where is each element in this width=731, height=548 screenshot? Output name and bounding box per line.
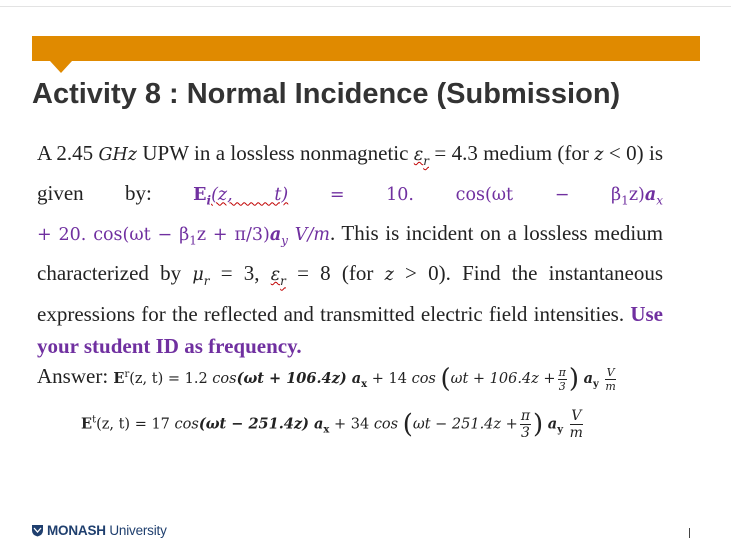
problem-statement: A 2.45 GHz UPW in a lossless nonmagnetic $\varepsilon_r = 4.3$ medium (for z < 0) is given by: $E_i(z$, t) = 10. $\cos(\omega t - \beta_1z)a_x + 20$. $\cos(\omega t - \beta_1z + \pi/3)a_y$ V/m. This is incident on a lossless medium characterized by $\mu_r = 3$, $\varepsilon_r = 8$ (for z > 0). Find the instantaneous expressions for the reflected and transmitted electric field intensities. Use your student ID as frequency. [37, 141, 664, 358]
student-id-instruction: Use your student ID as frequency. [37, 301, 663, 358]
monash-logo [31, 523, 167, 538]
answer-reflected [37, 364, 727, 394]
slide-title: Activity 8 : Normal Incidence (Submission) [32, 78, 621, 110]
monash-shield-icon [31, 524, 44, 537]
transmitted-field-equation: $E^t(z$, t) = 17 cos(ωt − 251.4z) $a_x + 34$ cos (ωt − 251.4z + $\frac{\pi}{3}$ ) $a_y$ $\frac{V}{m}$ [81, 408, 583, 441]
incident-field-expr: $E_i(z$, t) = 10. $\cos(\omega t - \beta_1z)a_x$ [193, 185, 663, 208]
title-banner [32, 36, 700, 61]
banner-pointer [50, 61, 72, 73]
freq-unit: GHz [98, 145, 137, 165]
slide-top-border [0, 0, 731, 7]
incident-field-expr-cont: + 20. $\cos(\omega t - \beta_1z + \pi/3)a_y$ V/m [37, 225, 330, 248]
reflected-field-equation: $E^r(z$, t) = 1.2 cos(ωt + 106.4z) $a_x + 14$ cos (ωt + 106.4z + $\frac{\pi}{3}$ ) $a_y$ $\frac{V}{m}$ [113, 364, 616, 394]
answer-label: Answer: [37, 364, 114, 388]
page-marker [689, 528, 690, 538]
logo-wordmark: MONASH University [47, 523, 167, 538]
